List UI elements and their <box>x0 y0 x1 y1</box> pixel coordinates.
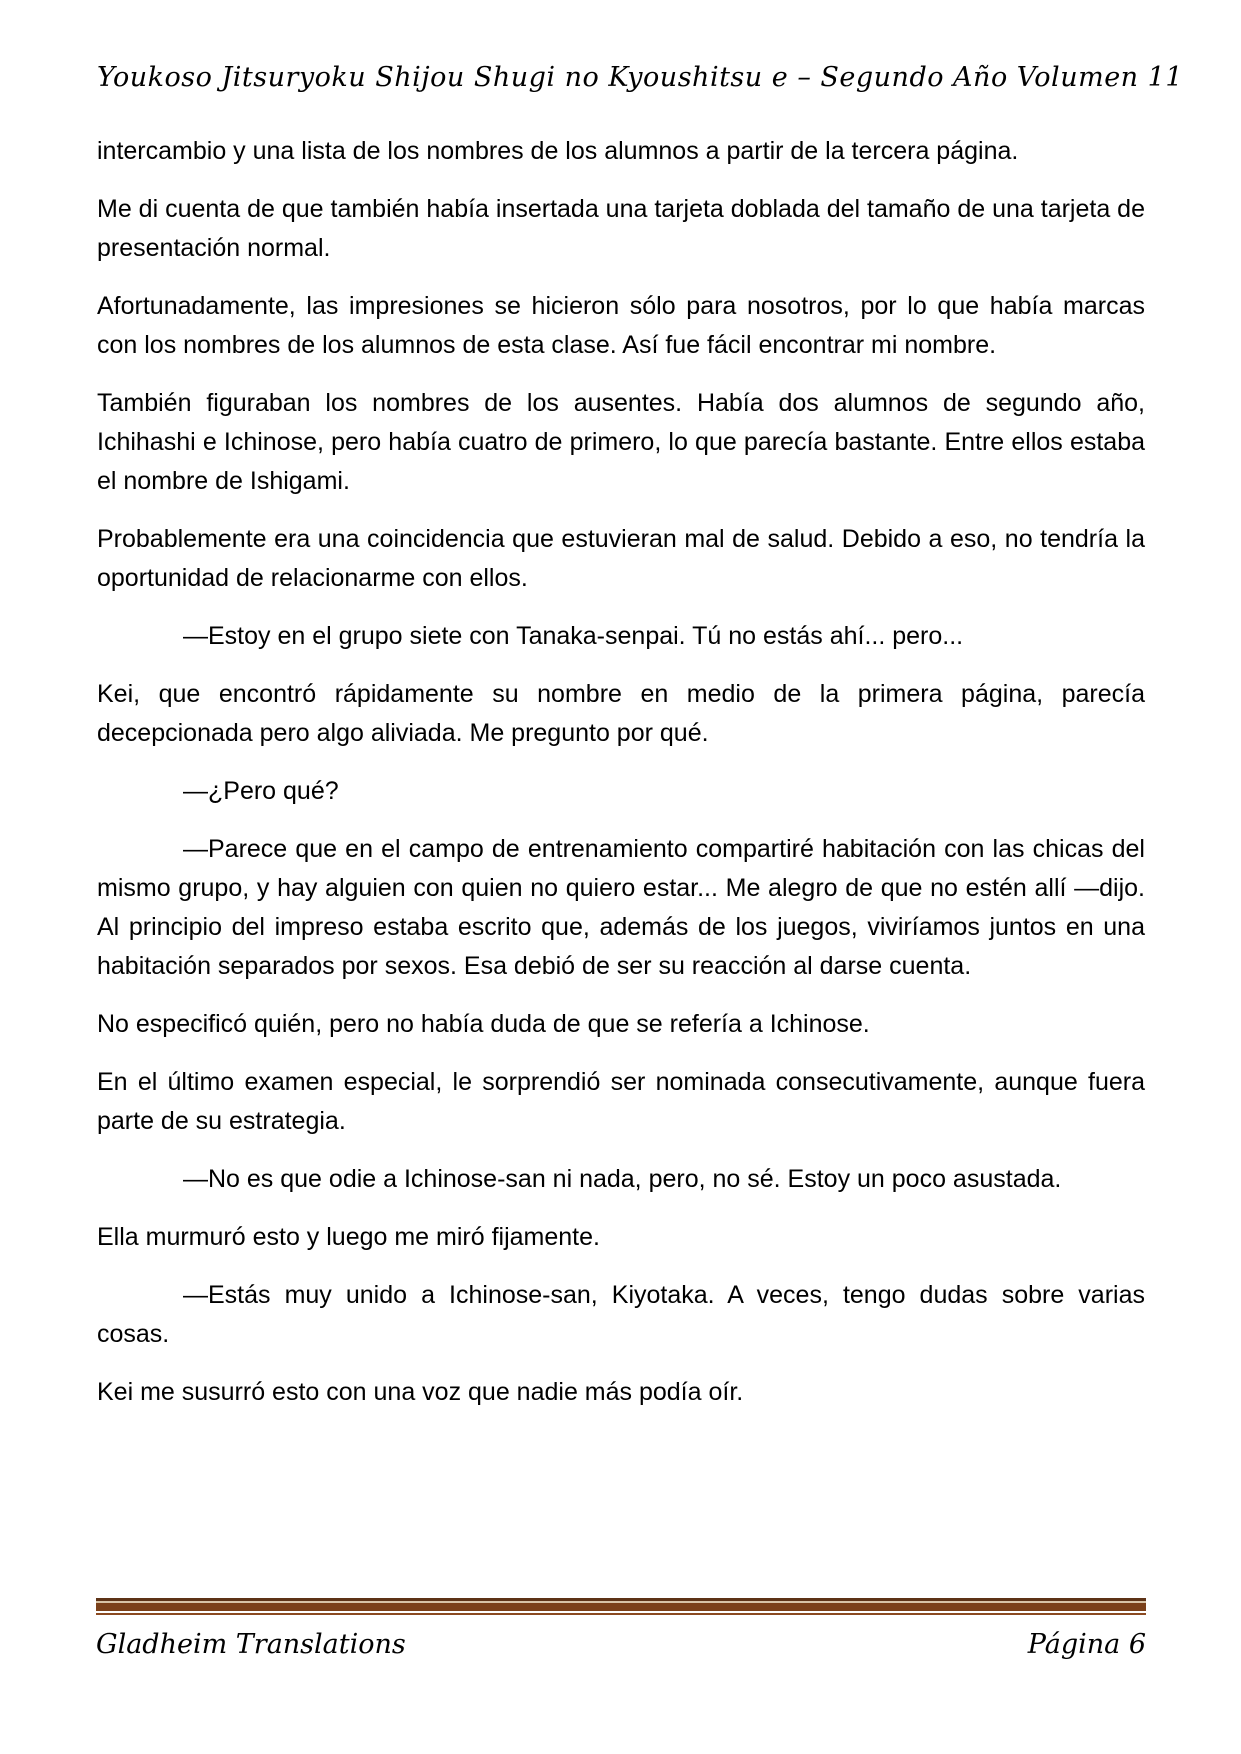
page-footer <box>96 1598 1146 1660</box>
dialogue-paragraph-14: —Estás muy unido a Ichinose-san, Kiyotaka. A veces, tengo dudas sobre varias cosas. <box>97 1281 1145 1348</box>
dialogue-paragraph-12: —No es que odie a Ichinose-san ni nada, pero, no sé. Estoy un poco asustada. <box>183 1165 1062 1193</box>
paragraph-10: No especificó quién, pero no había duda de que se refería a Ichinose. <box>97 1010 870 1038</box>
paragraph-13: Ella murmuró esto y luego me miró fijamente. <box>97 1223 600 1251</box>
footer-rule <box>96 1598 1146 1615</box>
paragraph-5: Probablemente era una coincidencia que estuvieran mal de salud. Debido a eso, no tendría la oportunidad de relacionarme con ellos. <box>97 525 1145 592</box>
paragraph-15: Kei me susurró esto con una voz que nadie más podía oír. <box>97 1378 744 1406</box>
paragraph-11: En el último examen especial, le sorprendió ser nominada consecutivamente, aunque fuera parte de su estrategia. <box>97 1068 1145 1135</box>
page-header <box>97 62 1183 93</box>
document-body <box>97 132 1145 1412</box>
running-title: Youkoso Jitsuryoku Shijou Shugi no Kyoushitsu e – Segundo Año Volumen 11 <box>97 62 1183 93</box>
paragraph-4: También figuraban los nombres de los ausentes. Había dos alumnos de segundo año, Ichihashi e Ichinose, pero había cuatro de primero, lo que parecía bastante. Entre ellos estaba el nombre de Ishigami. <box>97 389 1145 495</box>
footer-text-row <box>96 1629 1146 1660</box>
footer-translator: Gladheim Translations <box>96 1629 406 1660</box>
dialogue-paragraph-6: —Estoy en el grupo siete con Tanaka-senpai. Tú no estás ahí... pero... <box>183 622 964 650</box>
footer-page-number: Página 6 <box>1027 1629 1146 1660</box>
paragraph-7: Kei, que encontró rápidamente su nombre en medio de la primera página, parecía decepcionada pero algo aliviada. Me pregunto por qué. <box>97 680 1145 747</box>
dialogue-paragraph-8: —¿Pero qué? <box>183 777 339 805</box>
paragraph-1: intercambio y una lista de los nombres de los alumnos a partir de la tercera página. <box>97 137 1019 165</box>
footer-rule-thin-line <box>96 1613 1146 1615</box>
dialogue-paragraph-9: —Parece que en el campo de entrenamiento compartiré habitación con las chicas del mismo grupo, y hay alguien con quien no quiero estar... Me alegro de que no estén allí —dijo. Al principio del impreso estaba escrito que, además de los juegos, viviríamos juntos en una habitación separados por sexos. Esa debió de ser su reacción al darse cuenta. <box>97 835 1145 980</box>
paragraph-2: Me di cuenta de que también había insertada una tarjeta doblada del tamaño de una tarjeta de presentación normal. <box>97 195 1145 262</box>
footer-rule-thick-bar <box>96 1603 1146 1611</box>
paragraph-3: Afortunadamente, las impresiones se hicieron sólo para nosotros, por lo que había marcas con los nombres de los alumnos de esta clase. Así fue fácil encontrar mi nombre. <box>97 292 1145 359</box>
